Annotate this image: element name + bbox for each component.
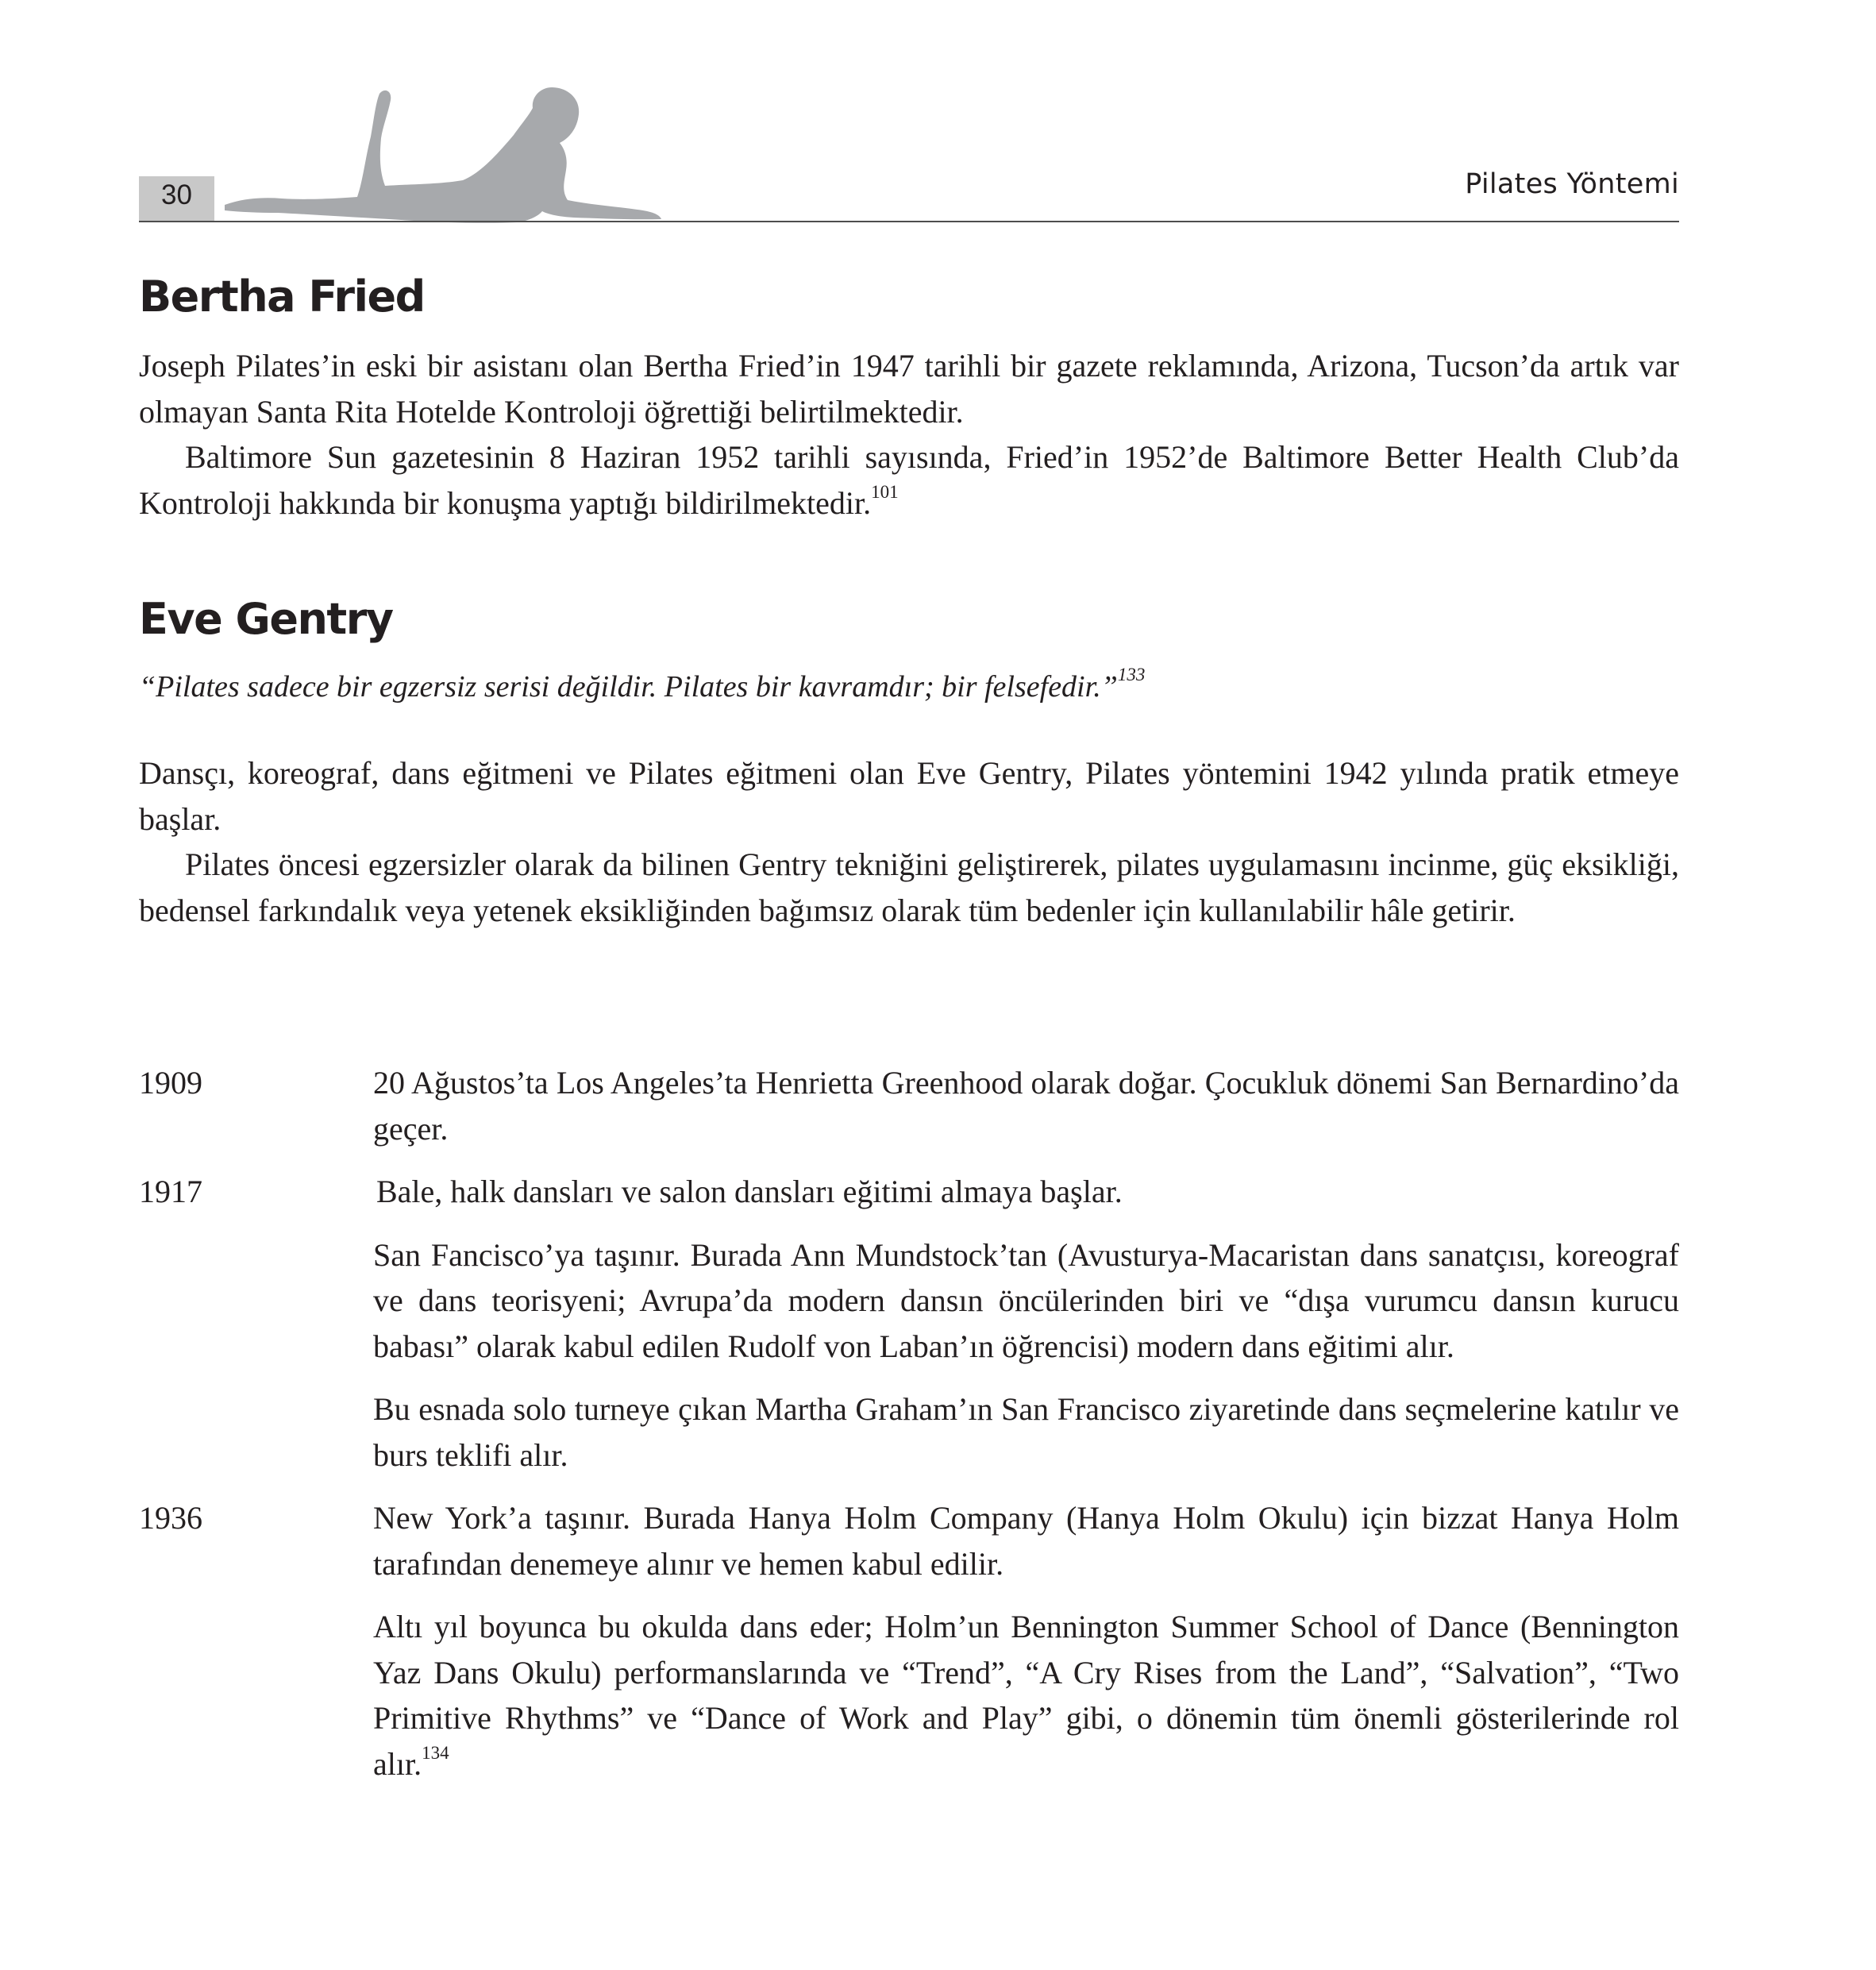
timeline-year: 1909 — [139, 1065, 202, 1101]
epigraph — [139, 667, 1679, 707]
running-title: Pilates Yöntemi — [1465, 168, 1679, 200]
footnote-marker: 134 — [422, 1742, 449, 1763]
timeline-entry — [139, 1169, 1679, 1215]
timeline-entry — [139, 1060, 1679, 1151]
timeline-entry — [139, 1604, 1679, 1787]
pilates-figure-illustration — [218, 87, 758, 224]
timeline-year: 1917 — [139, 1174, 202, 1209]
running-header — [139, 79, 1679, 222]
timeline-text: Bale, halk dansları ve salon dansları eğitimi almaya başlar. — [376, 1174, 1123, 1209]
paragraph — [139, 750, 1679, 842]
section-eve-gentry-body — [139, 750, 1679, 933]
paragraph-text: Joseph Pilates’in eski bir asistanı olan Bertha Fried’in 1947 tarihli bir gazete reklamında, Arizona, Tucson’da artık var olmayan Santa Rita Hotelde Kontroloji öğrettiği belirtilmektedir. — [139, 348, 1679, 430]
footnote-marker: 101 — [871, 481, 899, 502]
timeline-text-container — [373, 1604, 1679, 1787]
timeline-text: New York’a taşınır. Burada Hanya Holm Company (Hanya Holm Okulu) için bizzat Hanya Holm tarafından denemeye alınır ve hemen kabul edilir. — [373, 1500, 1679, 1582]
paragraph — [139, 434, 1679, 526]
timeline-entry — [139, 1386, 1679, 1478]
timeline-entry — [139, 1495, 1679, 1586]
paragraph-text: Pilates öncesi egzersizler olarak da bilinen Gentry tekniğini geliştirerek, pilates uygulamasını incinme, güç eksikliği, bedensel farkındalık veya yetenek eksikliğinden bağımsız olarak tüm bedenler için kullanılabilir hâle getirir. — [139, 846, 1679, 928]
timeline — [139, 1060, 1679, 1787]
section-heading-eve-gentry: Eve Gentry — [139, 594, 393, 644]
timeline-text: Altı yıl boyunca bu okulda dans eder; Holm’un Bennington Summer School of Dance (Bennington Yaz Dans Okulu) performanslarında ve “Trend”, “A Cry Rises from the Land”, “Salvation”, “Two Primitive Rhythms” ve “Dance of Work and Play” gibi, o dönemin tüm önemli gösterilerinde rol alır. — [373, 1609, 1679, 1782]
paragraph — [139, 343, 1679, 434]
timeline-entry — [139, 1232, 1679, 1370]
section-bertha-fried-body — [139, 343, 1679, 526]
footnote-marker: 133 — [1117, 665, 1146, 684]
timeline-text: Bu esnada solo turneye çıkan Martha Graham’ın San Francisco ziyaretinde dans seçmelerine katılır ve burs teklifi alır. — [373, 1391, 1679, 1473]
paragraph-text: Baltimore Sun gazetesinin 8 Haziran 1952 tarihli sayısında, Fried’in 1952’de Baltimore Better Health Club’da Kontroloji hakkında bir konuşma yaptığı bildirilmektedir. — [139, 439, 1679, 521]
page-number: 30 — [161, 179, 192, 210]
paragraph — [139, 842, 1679, 933]
quote-text: “Pilates sadece bir egzersiz serisi değildir. Pilates bir kavramdır; bir felsefedir.” — [139, 670, 1118, 704]
timeline-text: 20 Ağustos’ta Los Angeles’ta Henrietta Greenhood olarak doğar. Çocukluk dönemi San Bernardino’da geçer. — [373, 1065, 1679, 1147]
quote — [139, 667, 1679, 707]
section-heading-bertha-fried: Bertha Fried — [139, 272, 425, 322]
timeline-text: San Fancisco’ya taşınır. Burada Ann Mundstock’tan (Avusturya-Macaristan dans sanatçısı, koreograf ve dans teorisyeni; Avrupa’da modern dansın öncülerinden biri ve “dışa vurumcu dansın kurucu babası” olarak kabul edilen Rudolf von Laban’ın öğrencisi) modern dans eğitimi alır. — [373, 1236, 1679, 1364]
paragraph-text: Dansçı, koreograf, dans eğitmeni ve Pilates eğitmeni olan Eve Gentry, Pilates yöntemini 1942 yılında pratik etmeye başlar. — [139, 755, 1679, 837]
timeline-year: 1936 — [139, 1500, 202, 1536]
header-rule — [139, 221, 1679, 222]
